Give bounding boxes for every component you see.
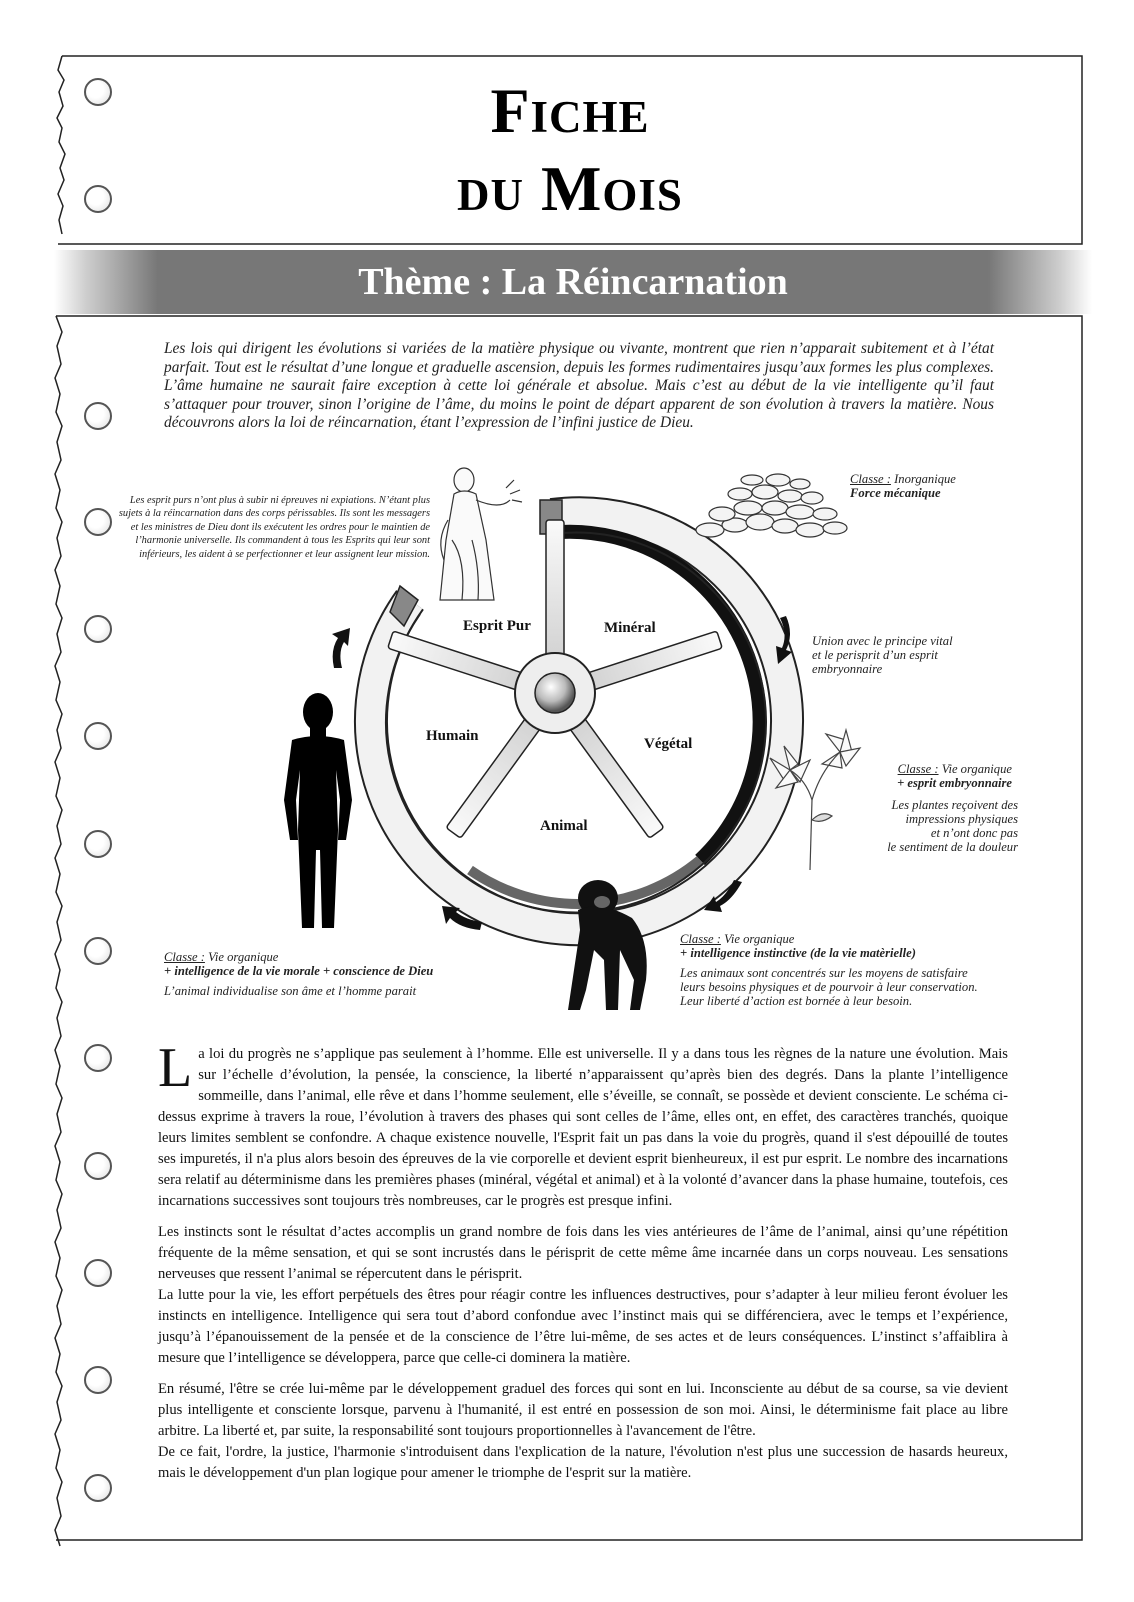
classe-label: Classe :	[850, 472, 891, 486]
vegetal-desc-line: et n’ont donc pas	[930, 826, 1018, 840]
union-line: embryonnaire	[812, 662, 883, 676]
intro-paragraph: Les lois qui dirigent les évolutions si variées de la matière physique ou vivante, montrent que rien n’apparait subitement et à l’état parfait. Tout est le résultat d’une longue et graduelle ascension, depuis les formes rudimentaires jusqu’aux formes les plus complexes. L’âme humaine ne saurait faire exception à cette loi générale et absolue. Mais c’est au début de la vie intelligente qu’il faut s’attaquer pour trouver, sinon l’origine de l’âme, du moins le point de départ apparent de son évolution à travers la matière. Nous découvrons alors la loi de réincarnation, étant l’expression de l’infini justice de Dieu.	[164, 340, 994, 432]
wheel-label-vegetal: Végétal	[644, 736, 693, 752]
body-paragraph-3b: De ce fait, l'ordre, la justice, l'harmonie s'introduisent dans l'explication de la nature, l'évolution n'est plus une succession de hasards heureux, mais le développement d'un plan logique pour amener le triomphe de l'esprit sur la matière.	[158, 1444, 1008, 1481]
body-paragraph-1	[158, 1037, 1008, 1212]
force-label: Force mécanique	[850, 486, 941, 500]
vegetal-desc-line: impressions physiques	[905, 812, 1018, 826]
vegetal-desc-line: le sentiment de la douleur	[887, 840, 1018, 854]
animal-note	[680, 932, 1020, 1008]
human-silhouette-icon	[284, 693, 352, 928]
body-paragraph-2a: Les instincts sont le résultat d’actes accomplis un grand nombre de fois dans les vies antérieures de l’âme de l’animal, ainsi qu’une répétition fréquente de la même sensation, et qui se sont incrustés dans le périsprit de cette même âme incarnée dans un corps nouveau. Les sensations nerveuses que ressent l’animal se répercutent dans le périsprit.	[158, 1224, 1008, 1282]
angel-figure-icon	[440, 468, 522, 600]
vegetal-extra: + esprit embryonnaire	[897, 776, 1012, 790]
classe-label: Classe :	[680, 932, 721, 946]
body-paragraph-2b: La lutte pour la vie, les effort perpétuels des êtres pour réagir contre les influences destructives, pour s’adapter à leur milieu feront évoluer les instincts en intelligence. Intelligence qui sera tout d’abord confondue avec l’instinct mais qui se différenciera, avec le temps et l’expérience, jusqu’à l’épanouissement de la pensée et de la conscience de l’être lui-même, de ses actes et de leurs conséquences. L’instinct s’affaiblira à mesure que l’intelligence se développera, parce que celle-ci dominera la matière.	[158, 1287, 1008, 1366]
theme-heading: Thème : La Réincarnation	[358, 261, 788, 303]
body-paragraph-3	[158, 1379, 1008, 1484]
mineral-note	[850, 472, 1030, 500]
animal-desc-line: leurs besoins physiques et de pourvoir à leur conservation.	[680, 980, 978, 994]
title-line-2: du Mois	[457, 153, 683, 224]
union-line: et le perisprit d’un esprit	[812, 648, 938, 662]
body-paragraph-1-text: a loi du progrès ne s’applique pas seulement à l’homme. Elle est universelle. Il y a dans tous les règnes de la nature une évolution. Mais sur l’échelle d’évolution, la pensée, la conscience, la liberté n’apparaissent qu’après bien des degrés. Dans la plante l’intelligence sommeille, dans l’animal, elle rêve et dans l’homme seulement, elle s’éveille, se connaît, se possède et devient consciente. Le schéma ci-dessus exprime à travers la roue, l’évolution à travers des phases qui sont celles de l’âme, elles ont, en effet, des caractères tranchés, quoique leurs limites semblent se confondre. A chaque existence nouvelle, l'Esprit fait un pas dans la voie du progrès, quand il s'est dépouillé de toutes ses impuretés, il n'a plus alors besoin des épreuves de la vie corporelle et devient esprit bienheureux, il est pur esprit. Le nombre des incarnations sera relatif au déterminisme dans les premières phases (minéral, végétal et animal) et à la volonté d’avancer dans la phase humaine, toutefois, ces incarnations successives sont toujours très nombreuses, car le progrès est presque infini.	[158, 1046, 1008, 1209]
drop-cap: L	[158, 1037, 193, 1099]
animal-desc-line: Leur liberté d’action est bornée à leur besoin.	[680, 994, 913, 1008]
vegetal-note	[856, 762, 1026, 854]
wheel-label-mineral: Minéral	[604, 620, 656, 636]
classe-value: Inorganique	[894, 472, 956, 486]
humain-desc: L’animal individualise son âme et l’homme parait	[164, 984, 417, 998]
animal-extra: + intelligence instinctive (de la vie matèrielle)	[680, 946, 916, 960]
classe-value: Vie organique	[208, 950, 279, 964]
body-text	[158, 1037, 1008, 1494]
vegetal-desc-line: Les plantes reçoivent des	[891, 798, 1018, 812]
wheel-label-humain: Humain	[426, 728, 479, 744]
pebbles-icon	[696, 474, 847, 537]
classe-value: Vie organique	[724, 932, 795, 946]
classe-label: Classe :	[897, 762, 939, 776]
title-line-1: Fiche	[490, 75, 650, 146]
union-line: Union avec le principe vital	[812, 634, 953, 648]
humain-note	[164, 950, 524, 998]
esprit-pur-note: Les esprit purs n’ont plus à subir ni épreuves ni expiations. N’étant plus sujets à la réincarnation dans des corps périssables. Ils sont les messagers et les ministres de Dieu dont ils exécutent les ordres pour le maintien de l’harmonie universelle. Ils commandent à tous les Esprits qui leur sont inférieurs, les aident à se perfectionner et leur assignent leur mission.	[118, 495, 430, 560]
humain-extra: + intelligence de la vie morale + conscience de Dieu	[164, 964, 434, 978]
body-paragraph-2	[158, 1222, 1008, 1369]
wheel-label-esprit-pur: Esprit Pur	[463, 618, 531, 634]
classe-value: Vie organique	[941, 762, 1012, 776]
body-paragraph-3a: En résumé, l'être se crée lui-même par le développement graduel des forces qui sont en lui. Inconsciente au début de sa course, sa vie devient plus intelligente et consciente lorsque, parvenu à l'humanité, il est entré en possession de son moi. Ainsi, le déterminisme fait place au libre arbitre. La liberté et, par suite, la responsabilité sont toujours proportionnelles à l'avancement de l'être.	[158, 1381, 1008, 1439]
union-note	[812, 634, 1002, 676]
wheel-label-animal: Animal	[540, 818, 588, 834]
classe-label: Classe :	[164, 950, 205, 964]
animal-desc-line: Les animaux sont concentrés sur les moyens de satisfaire	[680, 966, 968, 980]
